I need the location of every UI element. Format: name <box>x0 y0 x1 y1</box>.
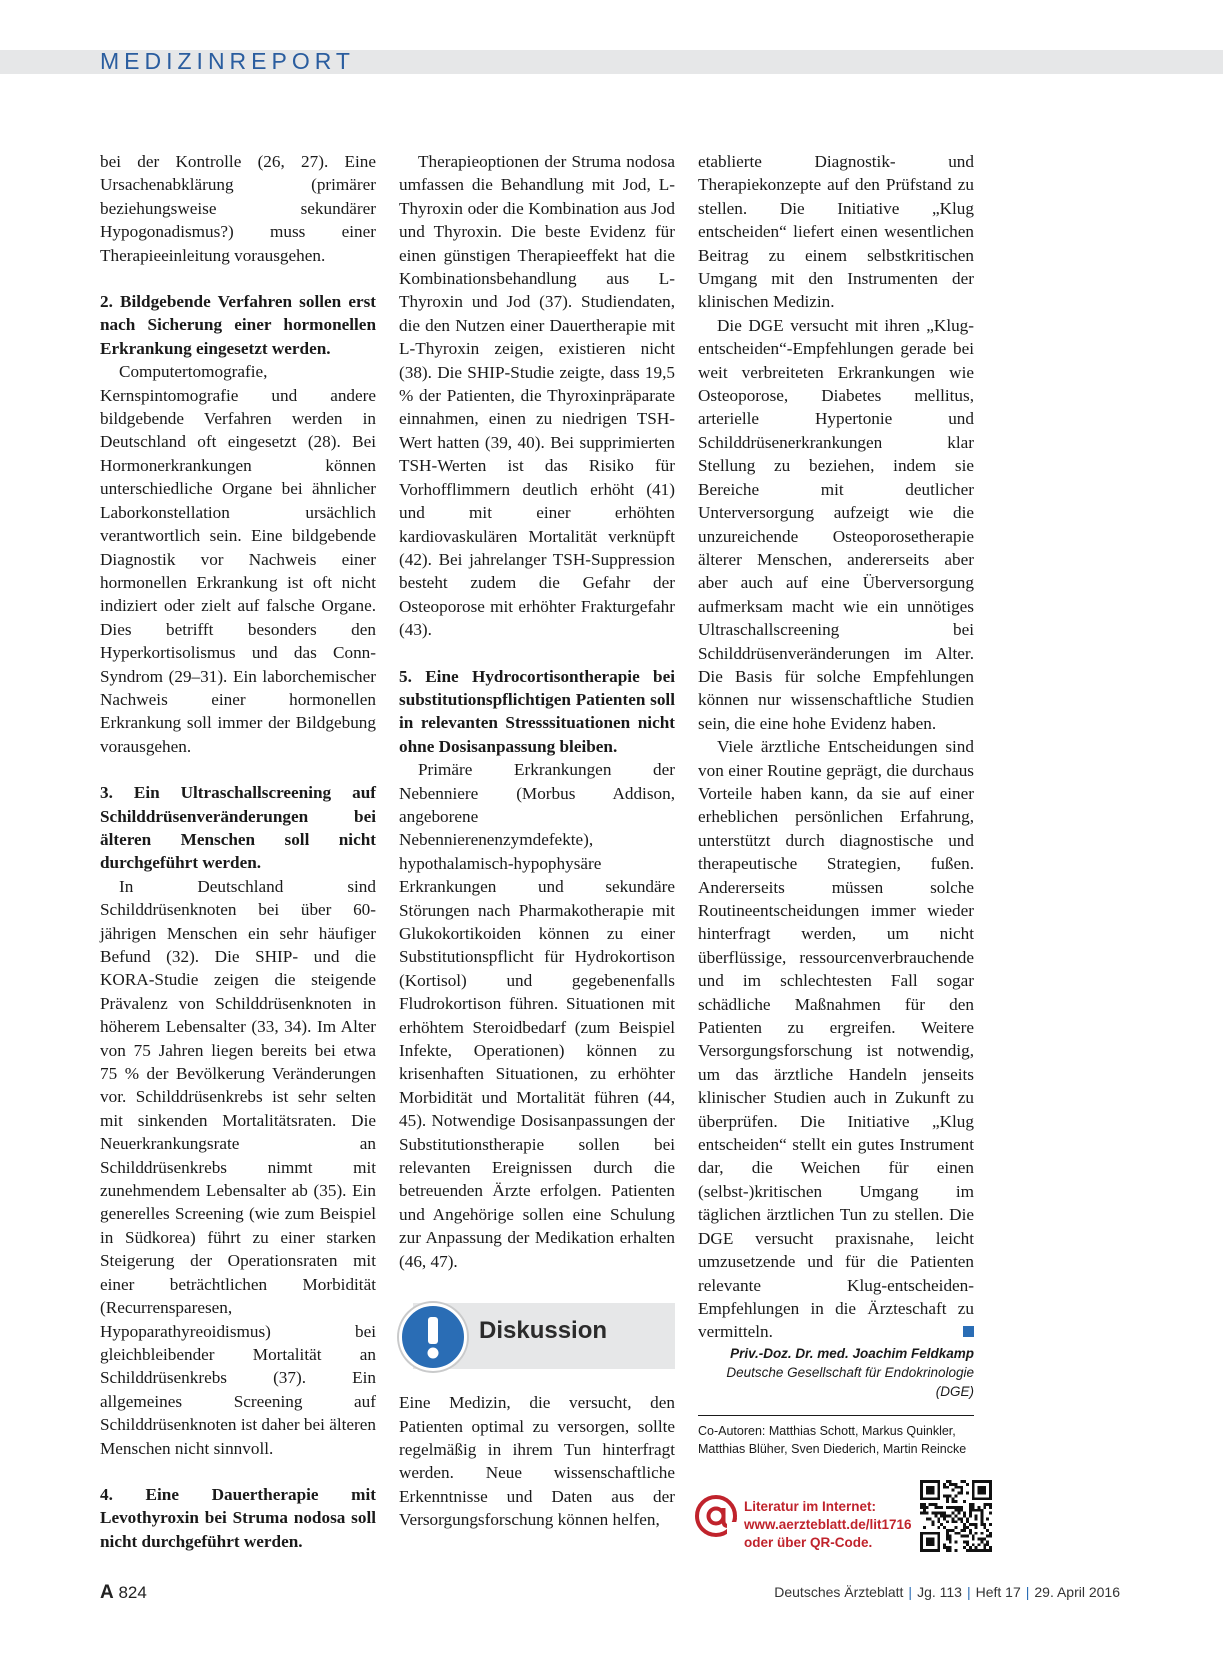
paragraph: etablierte Diagnostik- und Therapiekonzepte auf den Prüfstand zu stellen. Die Initiative „Klug entscheiden“ liefert einen wesentlichen Beitrag zu einem selbstkritischen Umgang mit den Instrumenten der klinischen Medizin. <box>698 152 974 312</box>
page-prefix: A <box>100 1582 114 1603</box>
page-number-value: 824 <box>118 1583 147 1602</box>
column-1 <box>100 150 376 1553</box>
paragraph: Die DGE versucht mit ihren „Klug-entscheiden“-Empfehlungen gerade bei weit verbreiteten Erkrankungen wie Osteoporose, Diabetes mellitus, arterielle Hypertonie und Schilddrüsenerkrankungen klar Stellung zu beziehen, indem sie Bereiche mit deutlicher Unterversorgung aufzeigt wie die unzureichende Osteoporosetherapie älterer Menschen, andererseits aber aber auch auf eine Überversorgung aufmerksam macht wie ein unnötiges Ultraschallscreening bei Schilddrüsenveränderungen im Alter. Die Basis für solche Empfehlungen können nur wissenschaftliche Studien sein, die eine hohe Evidenz haben. <box>698 315 974 733</box>
journal-issue: Heft 17 <box>975 1584 1021 1600</box>
diskussion-box <box>399 1303 675 1369</box>
diskussion-title: Diskussion <box>479 1317 608 1345</box>
journal-info <box>774 1584 1120 1600</box>
journal-name: Deutsches Ärzteblatt <box>774 1584 904 1600</box>
literature-link[interactable]: www.aerzteblatt.de/lit1716 <box>744 1517 912 1532</box>
qr-code-icon[interactable] <box>920 1480 992 1552</box>
separator: | <box>966 1584 971 1600</box>
separator: | <box>1025 1584 1030 1600</box>
literature-box <box>694 1480 994 1556</box>
paragraph: In Deutschland sind Schilddrüsenknoten bei über 60-jährigen Menschen ein sehr häufiger Befund (32). Die SHIP- und die KORA-Studie zeigen die steigende Prävalenz von Schilddrüsenknoten in höherem Lebensalter (33, 34). Im Alter von 75 Jahren liegen bereits bei etwa 75 % der Bevölkerung Veränderungen vor. Schilddrüsenkrebs ist sehr selten mit sinkenden Mortalitätsraten. Die Neuerkrankungsrate an Schilddrüsenkrebs nimmt mit zunehmendem Lebensalter ab (35). Ein generelles Screening (wie zum Beispiel in Südkorea) führt zu einer starken Steigerung der Operationsraten mit einer beträchtlichen Morbidität (Recurrensparesen, Hypoparathyreoidismus) bei gleichbleibender Mortalität an Schilddrüsenkrebs (37). Ein allgemeines Screening auf Schilddrüsenknoten ist daher bei älteren Menschen nicht sinnvoll. <box>100 876 376 1458</box>
paragraph-final <box>698 735 974 1344</box>
separator: | <box>908 1584 913 1600</box>
paragraph: Primäre Erkrankungen der Nebenniere (Morbus Addison, angeborene Nebennierenenzymdefekte), hypothalamisch-hypophysäre Erkrankungen und sekundäre Störungen nach Pharmakotherapie mit Glukokortikoiden können zu einer Substitutionspflicht für Hydrokortison (Kortisol) und gegebenenfalls Fludrokortison führen. Situationen mit erhöhtem Steroidbedarf (zum Beispiel Infekte, Operationen) können zu krisenhaften Situationen, zu erhöhter Morbidität und Mortalität führen (44, 45). Notwendige Dosisanpassungen der Substitutionstherapie sollen bei relevanten Ereignissen durch die betreuenden Ärzte erfolgen. Patienten und Angehörige sollen eine Schulung zur Anpassung der Medikation erhalten (46, 47). <box>399 760 675 1271</box>
paragraph: Computertomografie, Kernspintomografie und andere bildgebende Verfahren werden in Deutschland oft eingesetzt (28). Bei Hormonerkrankungen können unterschiedliche Organe bei ähnlicher Laborkonstellation ursächlich verantwortlich sein. Eine bildgebende Diagnostik vor Nachweis einer hormonellen Erkrankung ist oft nicht indiziert oder zielt auf falsche Organe. Dies betrifft besonders den Hyperkortisolismus und das Conn-Syndrom (29–31). Ein laborchemischer Nachweis einer hormonellen Erkrankung soll immer der Bildgebung vorausgehen. <box>100 362 376 756</box>
author-block <box>698 1344 974 1401</box>
section-label: MEDIZINREPORT <box>100 48 355 74</box>
journal-date: 29. April 2016 <box>1034 1584 1120 1600</box>
column-2 <box>399 150 675 1532</box>
coauthors: Co-Autoren: Matthias Schott, Markus Quinkler, Matthias Blüher, Sven Diederich, Martin Reincke <box>698 1415 974 1458</box>
paragraph: bei der Kontrolle (26, 27). Eine Ursachenabklärung (primärer beziehungsweise sekundärer Hypogonadismus?) muss einer Therapieeinleitung vorausgehen. <box>100 152 376 265</box>
at-sign-icon <box>694 1494 738 1538</box>
author-organization: Deutsche Gesellschaft für Endokrinologie (DGE) <box>726 1364 974 1399</box>
paragraph: Therapieoptionen der Struma nodosa umfassen die Behandlung mit Jod, L-Thyroxin oder die Kombination aus Jod und Thyroxin. Die beste Evidenz für einen günstigen Therapieeffekt hat die Kombinationsbehandlung aus L-Thyroxin und Jod (37). Studiendaten, die den Nutzen einer Dauertherapie mit L-Thyroxin zeigen, existieren nicht (38). Die SHIP-Studie zeigte, dass 19,5 % der Patienten, die Thyroxinpräparate einnahmen, einen zu niedrigen TSH-Wert hatten (39, 40). Bei supprimierten TSH-Werten ist das Risiko für Vorhofflimmern deutlich erhöht (41) und mit einer erhöhten kardiovaskulären Mortalität verknüpft (42). Bei jahrelanger TSH-Suppression besteht zudem die Gefahr der Osteoporose mit erhöhter Frakturgefahr (43). <box>399 152 675 640</box>
column-3 <box>698 150 974 1458</box>
literature-line-1: Literatur im Internet: <box>744 1499 877 1514</box>
heading-4: 4. Eine Dauertherapie mit Levothyroxin bei Struma nodosa soll nicht durchgeführt werden. <box>100 1484 376 1551</box>
heading-2: 2. Bildgebende Verfahren sollen erst nach Sicherung einer hormonellen Erkrankung eingesetzt werden. <box>100 292 376 358</box>
paragraph: Eine Medizin, die versucht, den Patienten optimal zu versorgen, sollte regelmäßig in ihrem Tun hinterfragt werden. Neue wissenschaftliche Erkenntnisse und Daten aus der Versorgungsforschung können helfen, <box>399 1393 675 1530</box>
exclamation-icon <box>399 1303 467 1371</box>
end-square-icon <box>963 1326 974 1337</box>
paragraph-text: Viele ärztliche Entscheidungen sind von einer Routine geprägt, die durchaus Vorteile haben kann, da sie auf einer erheblichen persönlichen Erfahrung, unterstützt durch diagnostische und therapeutische Strategien, fußen. Andererseits müssen solche Routineentscheidungen immer wieder hinterfragt werden, um nicht überflüssige, ressourcenverbrauchende und im schlechtesten Fall sogar schädliche Maßnahmen für den Patienten zu ergreifen. Weitere Versorgungsforschung ist notwendig, um das ärztliche Handeln jenseits klinischer Studien auch in Zukunft zu überprüfen. Die Initiative „Klug entscheiden“ stellt ein gutes Instrument dar, die Weichen für einen (selbst-)kritischen Umgang im täglichen ärztlichen Tun zu stellen. Die DGE versucht praxisnahe, leicht umzusetzende und für die Patienten relevante Klug-entscheiden-Empfehlungen in die Ärzteschaft zu vermitteln. <box>698 737 974 1342</box>
literature-text <box>744 1498 912 1552</box>
page-number <box>100 1582 147 1604</box>
heading-5: 5. Eine Hydrocortisontherapie bei substitutionspflichtigen Patienten soll in relevanten Stresssituationen nicht ohne Dosisanpassung bleiben. <box>399 666 675 756</box>
heading-3: 3. Ein Ultraschallscreening auf Schilddrüsenveränderungen bei älteren Menschen soll nicht durchgeführt werden. <box>100 783 376 873</box>
author-name: Priv.-Doz. Dr. med. Joachim Feldkamp <box>730 1345 974 1361</box>
journal-volume: Jg. 113 <box>917 1584 962 1600</box>
page-footer <box>100 1582 1120 1606</box>
literature-line-3: oder über QR-Code. <box>744 1535 873 1550</box>
